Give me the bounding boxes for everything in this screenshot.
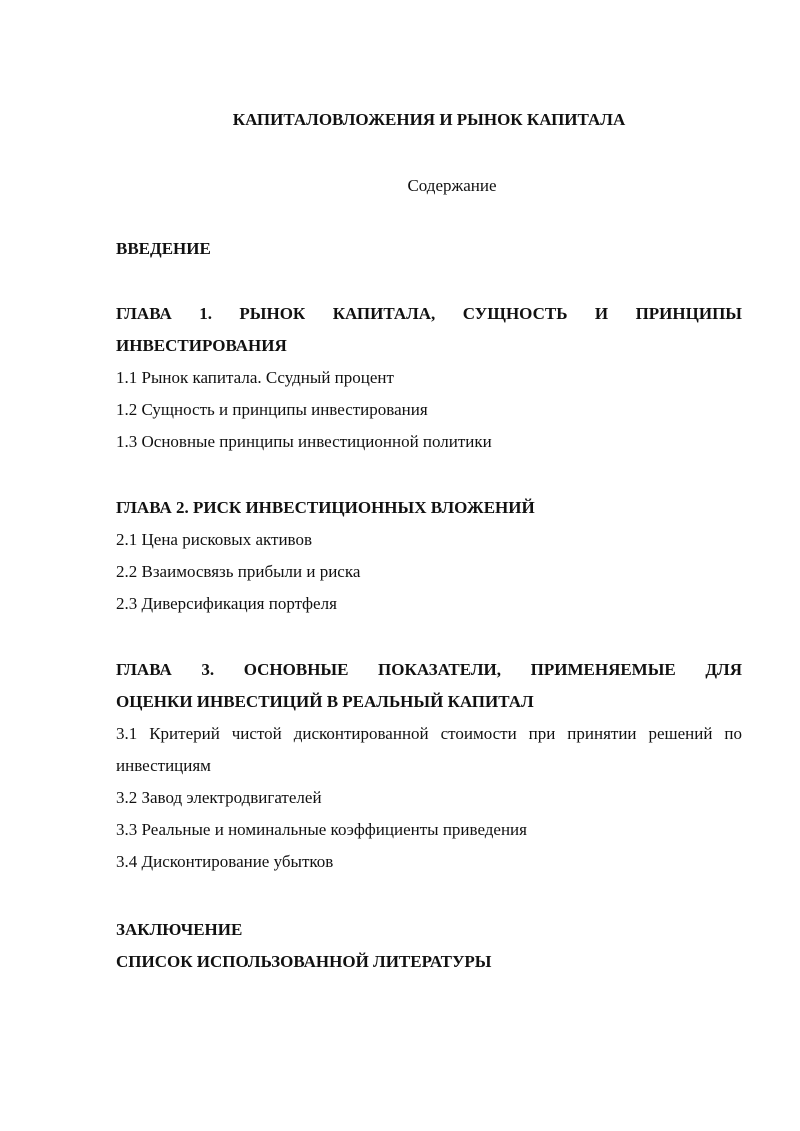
toc-item-3-2: 3.2 Завод электродвигателей [116, 788, 322, 807]
toc-item-3-3: 3.3 Реальные и номинальные коэффициенты приведения [116, 820, 527, 839]
toc-item-1-1: 1.1 Рынок капитала. Ссудный процент [116, 368, 394, 387]
toc-item-3-4: 3.4 Дисконтирование убытков [116, 852, 334, 871]
chapter-2-section [116, 492, 742, 620]
introduction-label: ВВЕДЕНИЕ [116, 239, 211, 258]
toc-item-2-2: 2.2 Взаимосвязь прибыли и риска [116, 562, 361, 581]
toc-item-3-1: 3.1 Критерий чистой дисконтированной стоимости при принятии решений по инвестициям [116, 724, 742, 775]
introduction-heading [116, 233, 742, 265]
chapter-3-title-line-2: ОЦЕНКИ ИНВЕСТИЦИЙ В РЕАЛЬНЫЙ КАПИТАЛ [116, 692, 534, 711]
toc-item-2-1: 2.1 Цена рисковых активов [116, 530, 312, 549]
bibliography-heading: СПИСОК ИСПОЛЬЗОВАННОЙ ЛИТЕРАТУРЫ [116, 952, 492, 971]
contents-heading: Содержание [407, 176, 497, 195]
toc-item-2-3: 2.3 Диверсификация портфеля [116, 594, 337, 613]
chapter-1-title-line-2: ИНВЕСТИРОВАНИЯ [116, 336, 287, 355]
document-title: КАПИТАЛОВЛОЖЕНИЯ И РЫНОК КАПИТАЛА [232, 110, 626, 129]
chapter-2-title: ГЛАВА 2. РИСК ИНВЕСТИЦИОННЫХ ВЛОЖЕНИЙ [116, 498, 535, 517]
conclusion-heading: ЗАКЛЮЧЕНИЕ [116, 920, 243, 939]
chapter-1-title-line-1: ГЛАВА 1. РЫНОК КАПИТАЛА, СУЩНОСТЬ И ПРИНЦИПЫ [116, 304, 742, 323]
closing-section [116, 914, 742, 978]
chapter-3-title-line-1: ГЛАВА 3. ОСНОВНЫЕ ПОКАЗАТЕЛИ, ПРИМЕНЯЕМЫЕ ДЛЯ [116, 660, 742, 679]
toc-item-1-3: 1.3 Основные принципы инвестиционной политики [116, 432, 492, 451]
chapter-1-section [116, 298, 742, 458]
chapter-3-section [116, 654, 742, 878]
toc-item-1-2: 1.2 Сущность и принципы инвестирования [116, 400, 428, 419]
